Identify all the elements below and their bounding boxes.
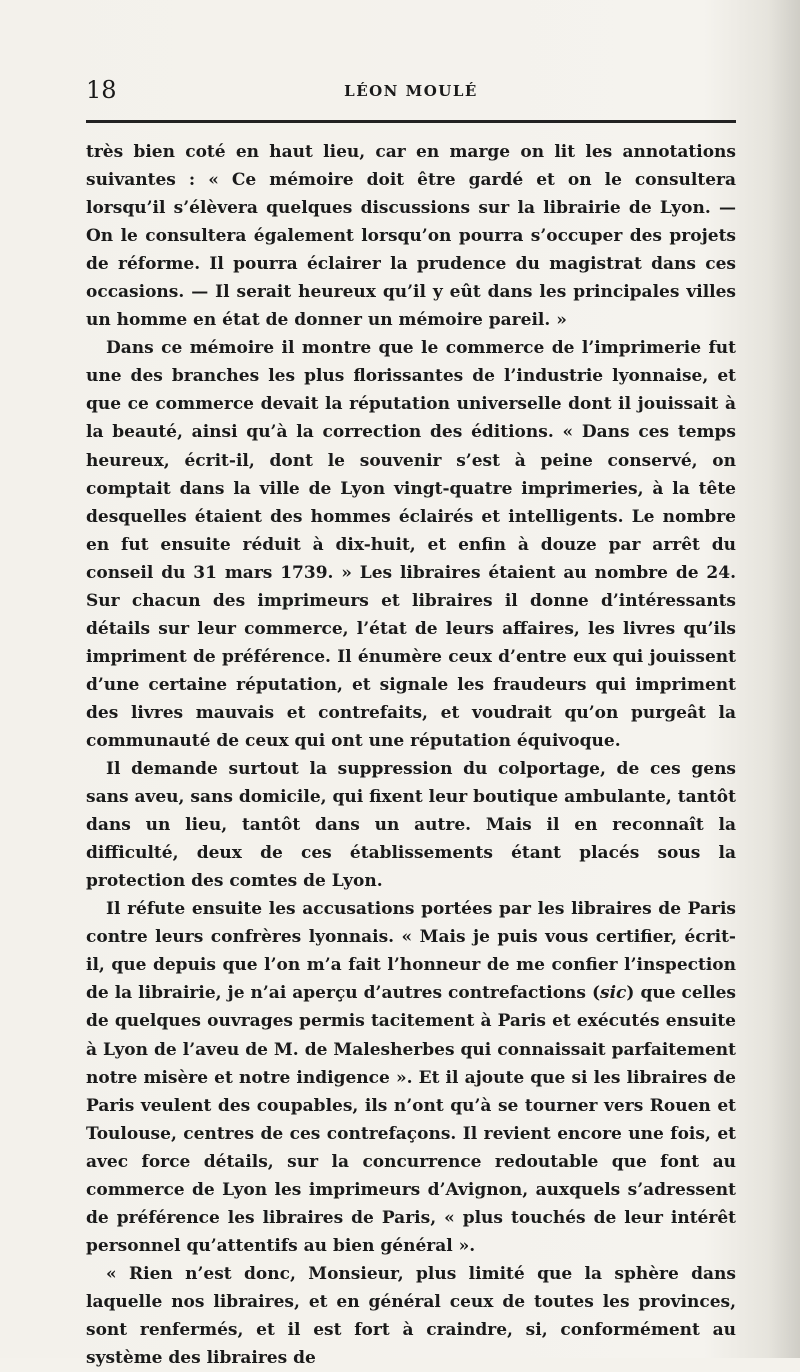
sic-italic: sic <box>600 983 627 1004</box>
paragraph: Dans ce mémoire il montre que le commerce de l’imprimerie fut une des branches les plus florissantes de l’industrie lyonnaise, et que ce commerce devait la réputation universelle dont il jouissait à la beauté, ainsi qu’à la correction des éditions. « Dans ces temps heureux, écrit-il, dont le souvenir s’est à peine conservé, on comptait dans la ville de Lyon vingt-quatre imprimeries, à la tête desquelles étaient des hommes éclairés et intelligents. Le nombre en fut ensuite réduit à dix-huit, et enfin à douze par arrêt du conseil du 31 mars 1739. » Les libraires étaient au nombre de 24. Sur chacun des imprimeurs et libraires il donne d’intéressants détails sur leur commerce, l’état de leurs affaires, les livres qu’ils impriment de préférence. Il énumère ceux d’entre eux qui jouissent d’une certaine réputation, et signale les fraudeurs qui impriment des livres mauvais et contrefaits, et voudrait qu’on purgeât la communauté de ceux qui ont une réputation équivoque. <box>86 338 736 751</box>
paragraph-continued: très bien coté en haut lieu, car en marge on lit les annotations suivantes : « Ce mémoire doit être gardé et on le consultera lorsqu’il s’élèvera quelques discussions sur la librairie de Lyon. — On le consultera également lorsqu’on pourra s’occuper des projets de réforme. Il pourra éclairer la prudence du magistrat dans ces occasions. — Il serait heureux qu’il y eût dans les principales villes un homme en état de donner un mémoire pareil. » <box>86 142 736 331</box>
running-title: LÉON MOULÉ <box>344 82 478 100</box>
running-head <box>86 76 736 108</box>
header-rule <box>86 120 736 123</box>
paragraph: Il réfute ensuite les accusations portées par les libraires de Paris contre leurs confrères lyonnais. « Mais je puis vous certifier, écrit-il, que depuis que l’on m’a fait l’honneur de me confier l’inspection de la librairie, je n’ai aperçu d’autres contrefactions (sic) que celles de quelques ouvrages permis tacitement à Paris et exécutés ensuite à Lyon de l’aveu de M. de Malesherbes qui connaissait parfaitement notre misère et notre indigence ». Et il ajoute que si les libraires de Paris veulent des coupables, ils n’ont qu’à se tourner vers Rouen et Toulouse, centres de ces contrefaçons. Il revient encore une fois, et avec force détails, sur la concurrence redoutable que font au commerce de Lyon les imprimeurs d’Avignon, auxquels s’adressent de préférence les libraires de Paris, « plus touchés de leur intérêt personnel qu’attentifs au bien général ». <box>86 899 736 1256</box>
page-number: 18 <box>86 76 117 104</box>
paragraph: « Rien n’est donc, Monsieur, plus limité que la sphère dans laquelle nos libraires, et en général ceux de toutes les provinces, sont renfermés, et il est fort à craindre, si, conformément au système des libraires de <box>86 1263 736 1369</box>
paragraph: Il demande surtout la suppression du colportage, de ces gens sans aveu, sans domicile, qui fixent leur boutique ambulante, tantôt dans un lieu, tantôt dans un autre. Mais il en reconnaît la difficulté, deux de ces établissements étant placés sous la protection des comtes de Lyon. <box>86 759 736 892</box>
body-text <box>86 138 736 1372</box>
